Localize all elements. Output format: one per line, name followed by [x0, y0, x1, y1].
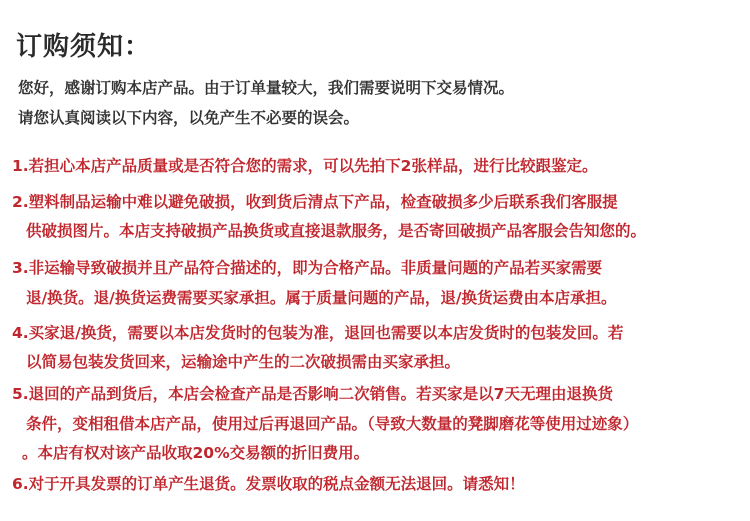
notice-2-line-2: 供破损图片。本店支持破损产品换货或直接退款服务，是否寄回破损产品客服会告知您的。: [26, 222, 647, 240]
notice-2-line-1: 2.塑料制品运输中难以避免破损，收到货后清点下产品，检查破损多少后联系我们客服提: [12, 193, 618, 211]
notice-5-line-3: 。本店有权对该产品收取20%交易额的折旧费用。: [22, 444, 370, 462]
intro-line-2: 请您认真阅读以下内容，以免产生不必要的误会。: [18, 109, 360, 127]
notice-4-line-1: 4.买家退/换货，需要以本店发货时的包装为准，退回也需要以本店发货时的包装发回。若: [12, 324, 624, 342]
intro-line-1: 您好，感谢订购本店产品。由于订单量较大，我们需要说明下交易情况。: [18, 79, 515, 97]
notice-3-line-1: 3.非运输导致破损并且产品符合描述的，即为合格产品。非质量问题的产品若买家需要: [12, 259, 603, 277]
notice-6-line-1: 6.对于开具发票的订单产生退货。发票收取的税点金额无法退回。请悉知！: [12, 475, 525, 493]
notice-3-line-2: 退/换货。退/换货运费需要买家承担。属于质量问题的产品，退/换货运费由本店承担。: [26, 289, 617, 307]
notice-5-line-1: 5.退回的产品到货后，本店会检查产品是否影响二次销售。若买家是以7天无理由退换货: [12, 385, 613, 403]
notice-5-line-2: 条件，变相租借本店产品，使用过后再退回产品。（导致大数量的凳脚磨花等使用过迹象）: [26, 415, 639, 433]
notice-1-line-1: 1.若担心本店产品质量或是否符合您的需求，可以先拍下2张样品，进行比较跟鉴定。: [12, 157, 598, 175]
page-title: 订购须知：: [16, 32, 152, 62]
notice-4-line-2: 以简易包装发货回来，运输途中产生的二次破损需由买家承担。: [26, 353, 461, 371]
